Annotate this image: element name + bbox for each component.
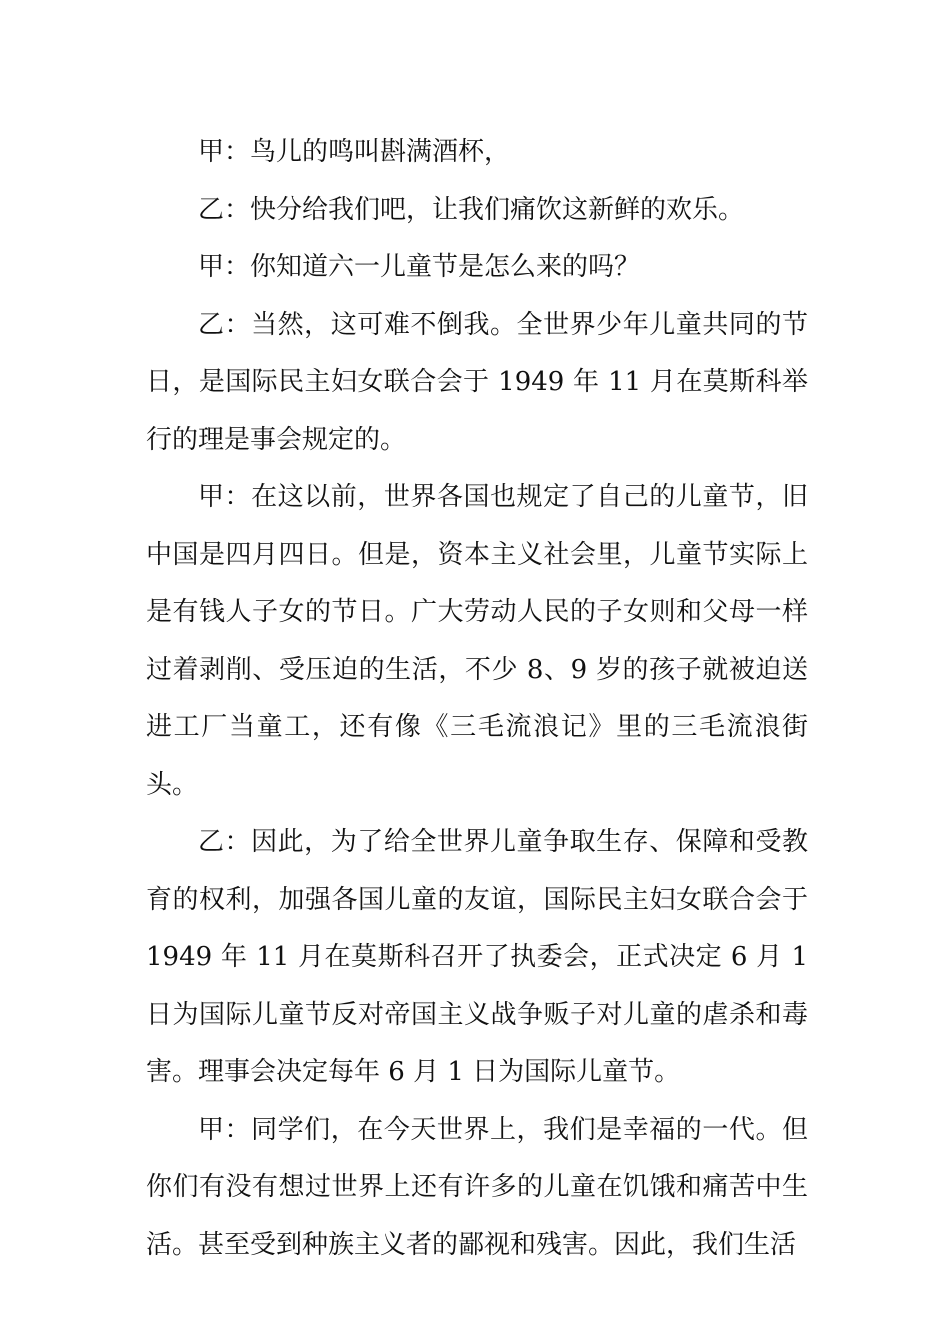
dialogue-paragraph: 乙：快分给我们吧，让我们痛饮这新鲜的欢乐。 (198, 194, 745, 225)
dialogue-paragraph: 甲：在这以前，世界各国也规定了自己的儿童节，旧中国是四月四日。但是，资本主义社会里，儿童节实际上是有钱人子女的节日。广大劳动人民的子女则和父母一样过着剥削、受压迫的生活，不少 8、9 岁的孩子就被迫送进工厂当童工，还有像《三毛流浪记》里的三毛流浪街头。 (146, 482, 808, 800)
dialogue-paragraph: 甲：同学们，在今天世界上，我们是幸福的一代。但你们有没有想过世界上还有许多的儿童在饥饿和痛苦中生活。甚至受到种族主义者的鄙视和残害。因此，我们生活 (146, 1114, 808, 1260)
dialogue-text (146, 124, 808, 1274)
dialogue-paragraph: 甲：你知道六一儿童节是怎么来的吗？ (198, 252, 641, 282)
dialogue-paragraph: 乙：当然，这可难不倒我。全世界少年儿童共同的节日，是国际民主妇女联合会于 1949 年 11 月在莫斯科举行的理是事会规定的。 (146, 309, 808, 455)
dialogue-paragraph: 甲：鸟儿的鸣叫斟满酒杯， (198, 137, 511, 167)
dialogue-paragraph: 乙：因此，为了给全世界儿童争取生存、保障和受教育的权利，加强各国儿童的友谊，国际民主妇女联合会于 1949 年 11 月在莫斯科召开了执委会，正式决定 6 月 1 日为国际儿童节反对帝国主义战争贩子对儿童的虐杀和毒害。理事会决定每年 6 月 1 日为国际儿童节。 (146, 827, 808, 1087)
